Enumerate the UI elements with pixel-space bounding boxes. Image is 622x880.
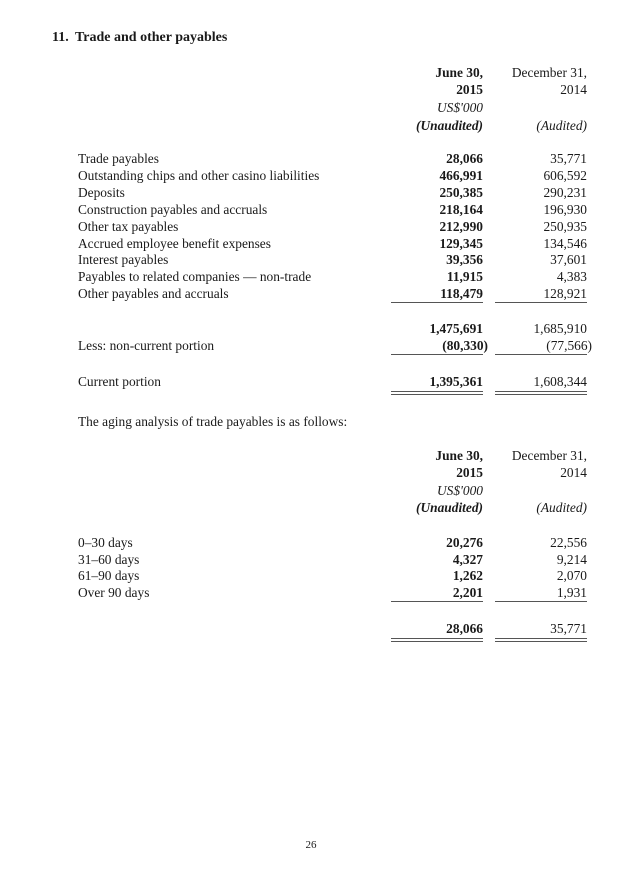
table-row xyxy=(0,534,622,551)
row-label: Accrued employee benefit expenses xyxy=(78,236,271,251)
row-label: Construction payables and accruals xyxy=(78,202,268,217)
table1-col1-date: June 30, xyxy=(435,65,483,80)
table-row xyxy=(0,201,622,218)
table-row xyxy=(0,268,622,285)
section-number: 11. xyxy=(52,30,69,45)
value-jun-2015: 466,991 xyxy=(439,168,483,183)
total-row xyxy=(0,620,622,637)
value-dec-2014: 128,921 xyxy=(543,286,587,301)
table-row xyxy=(0,251,622,268)
underline-col2 xyxy=(495,601,587,602)
row-label: Outstanding chips and other casino liabilities xyxy=(78,168,320,183)
table-row xyxy=(0,218,622,235)
table1-col1-year: 2015 xyxy=(456,82,483,97)
underline-col1 xyxy=(391,601,483,602)
value-dec-2014: 35,771 xyxy=(550,151,587,166)
table2-currency-unit: US$'000 xyxy=(436,483,484,498)
value-dec-2014: 606,592 xyxy=(543,168,587,183)
value-jun-2015: 20,276 xyxy=(446,535,483,550)
total-dec-2014: 35,771 xyxy=(550,621,587,636)
value-dec-2014: 22,556 xyxy=(550,535,587,550)
underline-col1 xyxy=(391,354,483,355)
value-dec-2014: 250,935 xyxy=(543,219,587,234)
noncurrent-jun-2015: (80,330) xyxy=(442,338,488,353)
value-jun-2015: 118,479 xyxy=(440,286,483,301)
value-dec-2014: 196,930 xyxy=(543,202,587,217)
table-row xyxy=(0,167,622,184)
value-dec-2014: 290,231 xyxy=(543,185,587,200)
table-row xyxy=(0,184,622,201)
underline-col1 xyxy=(391,302,483,303)
value-jun-2015: 250,385 xyxy=(439,185,483,200)
row-label: 0–30 days xyxy=(78,535,133,550)
value-dec-2014: 4,383 xyxy=(556,269,587,284)
row-label: Over 90 days xyxy=(78,585,150,600)
row-label: Less: non-current portion xyxy=(78,338,215,353)
page-number: 26 xyxy=(305,839,317,851)
table-row xyxy=(0,584,622,601)
value-jun-2015: 212,990 xyxy=(439,219,483,234)
table1-col2-date: December 31, xyxy=(511,65,587,80)
subtotal-jun-2015: 1,475,691 xyxy=(429,321,483,336)
table2-col2-year: 2014 xyxy=(560,465,587,480)
table-row xyxy=(0,551,622,568)
section-heading xyxy=(52,29,227,46)
table-row xyxy=(0,235,622,252)
value-dec-2014: 9,214 xyxy=(556,552,587,567)
double-underline-col1 xyxy=(391,638,483,642)
row-label: Payables to related companies — non-trade xyxy=(78,269,312,284)
table1-currency-unit: US$'000 xyxy=(436,100,484,115)
double-underline-col1 xyxy=(391,391,483,395)
value-jun-2015: 218,164 xyxy=(439,202,483,217)
row-label: Other payables and accruals xyxy=(78,286,229,301)
current-portion-dec-2014: 1,608,344 xyxy=(533,374,587,389)
current-portion-row xyxy=(0,373,622,390)
subtotal-row xyxy=(0,320,622,337)
subtotal-dec-2014: 1,685,910 xyxy=(533,321,587,336)
value-dec-2014: 37,601 xyxy=(550,252,587,267)
value-dec-2014: 1,931 xyxy=(556,585,587,600)
underline-col2 xyxy=(495,302,587,303)
value-jun-2015: 129,345 xyxy=(439,236,483,251)
row-label: Interest payables xyxy=(78,252,169,267)
double-underline-col2 xyxy=(495,391,587,395)
total-jun-2015: 28,066 xyxy=(446,621,483,636)
value-dec-2014: 2,070 xyxy=(556,568,587,583)
table2-col1-status: (Unaudited) xyxy=(416,500,483,515)
row-label: Deposits xyxy=(78,185,125,200)
table-row xyxy=(0,567,622,584)
underline-col2 xyxy=(495,354,587,355)
row-label: 31–60 days xyxy=(78,552,140,567)
table2-col1-year: 2015 xyxy=(456,465,483,480)
value-jun-2015: 1,262 xyxy=(452,568,483,583)
table2-col2-date: December 31, xyxy=(511,448,587,463)
noncurrent-dec-2014: (77,566) xyxy=(546,338,592,353)
value-jun-2015: 2,201 xyxy=(452,585,483,600)
row-label: Trade payables xyxy=(78,151,159,166)
row-label: Other tax payables xyxy=(78,219,179,234)
section-title: Trade and other payables xyxy=(75,30,228,45)
aging-intro-text: The aging analysis of trade payables is as follows: xyxy=(78,414,348,429)
value-dec-2014: 134,546 xyxy=(543,236,587,251)
table-row xyxy=(0,150,622,167)
value-jun-2015: 28,066 xyxy=(446,151,483,166)
row-label: 61–90 days xyxy=(78,568,140,583)
table1-col2-status: (Audited) xyxy=(536,118,587,133)
value-jun-2015: 11,915 xyxy=(446,269,483,284)
table2-col1-date: June 30, xyxy=(435,448,483,463)
table2-col2-status: (Audited) xyxy=(536,500,587,515)
table-row xyxy=(0,285,622,302)
value-jun-2015: 39,356 xyxy=(446,252,483,267)
value-jun-2015: 4,327 xyxy=(452,552,483,567)
current-portion-jun-2015: 1,395,361 xyxy=(429,374,483,389)
table1-col1-status: (Unaudited) xyxy=(416,118,483,133)
table1-col2-year: 2014 xyxy=(560,82,587,97)
double-underline-col2 xyxy=(495,638,587,642)
row-label: Current portion xyxy=(78,374,161,389)
less-noncurrent-row xyxy=(0,337,622,354)
